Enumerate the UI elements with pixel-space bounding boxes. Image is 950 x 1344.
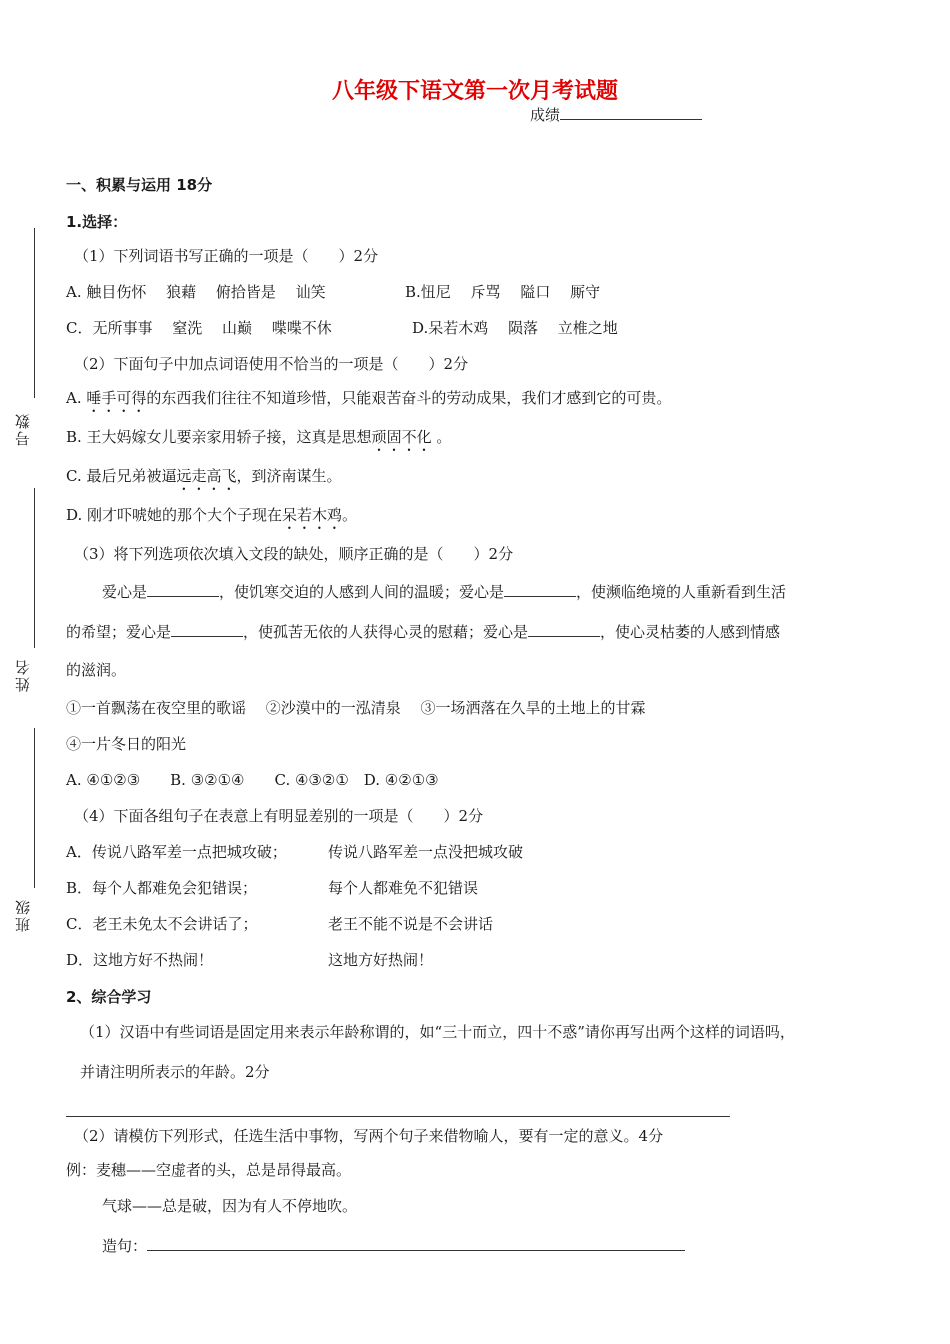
s2-example-1: 例：麦穗——空虚者的头，总是昂得最高。 [66, 1161, 352, 1179]
q1-1-option-c: C．无所事事 窒洗 山巅 喋喋不休 [66, 319, 332, 337]
fill-blank-2[interactable] [504, 580, 576, 597]
s2-q2-stem: （2）请模仿下列形式，任选生活中事物，写两个句子来借物喻人，要有一定的意义。4分 [74, 1127, 664, 1145]
q1-1-stem: （1）下列词语书写正确的一项是（ ）2分 [74, 247, 379, 265]
fill-blank-1[interactable] [147, 580, 219, 597]
passage-text: 的希望；爱心是 [66, 623, 172, 641]
q1-2-option-a [66, 388, 671, 416]
passage-text: ，使孤苦无依的人获得心灵的慰藉；爱心是 [243, 623, 529, 641]
option-b-post: 。 [431, 428, 452, 446]
binding-line-2 [34, 488, 35, 648]
score-label: 成绩 [530, 106, 561, 124]
q1-4-row-b-right: 每个人都难免不犯错误 [328, 879, 479, 897]
fill-blank-3[interactable] [171, 620, 243, 637]
s2-example-2: 气球——总是破，因为有人不停地吹。 [102, 1197, 358, 1215]
option-b-pre: B. 王大妈嫁女儿要亲家用轿子接，这真是思想 [66, 428, 372, 446]
passage-text: ，使濒临绝境的人重新看到生活 [576, 583, 787, 601]
q1-3-passage-line2 [66, 620, 780, 642]
q1-3-items-line1: ①一首飘荡在夜空里的歌谣 ②沙漠中的一泓清泉 ③一场洒落在久旱的土地上的甘霖 [66, 699, 646, 717]
q1-2-option-c [66, 466, 342, 494]
passage-text: ，使心灵枯萎的人感到情感 [600, 623, 781, 641]
fill-blank-4[interactable] [528, 620, 600, 637]
score-field[interactable] [530, 103, 702, 125]
side-label-number: 号数 [14, 412, 32, 446]
s2-q1-line1: （1）汉语中有些词语是固定用来表示年龄称谓的，如“三十而立，四十不惑”请你再写出两个这样的词语吗， [80, 1023, 795, 1041]
q1-4-stem: （4）下面各组句子在表意上有明显差别的一项是（ ）2分 [74, 807, 484, 825]
q1-3-stem: （3）将下列选项依次填入文段的缺处，顺序正确的是（ ）2分 [74, 545, 514, 563]
make-sentence-label: 造句： [102, 1237, 148, 1255]
q1-2-option-d [66, 505, 357, 533]
option-a-rest: 的东西我们往往不知道珍惜，只能艰苦奋斗的劳动成果，我们才感到它的可贵。 [146, 389, 672, 407]
binding-line-1 [34, 228, 35, 398]
option-d-post: 。 [342, 506, 358, 524]
option-c-pre: C. 最后兄弟被逼 [66, 467, 177, 485]
section1-heading: 一、积累与运用 18分 [66, 176, 213, 194]
q1-2-option-b [66, 427, 451, 455]
answer-line[interactable] [66, 1116, 730, 1117]
q1-1-option-b: B.忸尼 斥骂 隘口 厮守 [405, 283, 601, 301]
option-c-post: ，到济南谋生。 [236, 467, 342, 485]
q1-4-row-a-right: 传说八路军差一点没把城攻破 [328, 843, 524, 861]
option-d-pre: D. 刚才吓唬她的那个大个子现在 [66, 506, 283, 524]
q1-4-row-c-left: C．老王未免太不会讲话了； [66, 915, 258, 933]
page-title: 八年级下语文第一次月考试题 [331, 79, 618, 104]
q1-4-row-d-left: D．这地方好不热闹！ [66, 951, 214, 969]
q1-3-passage-line3: 的滋润。 [66, 661, 127, 679]
s2-make-sentence [102, 1234, 685, 1256]
dotted-word-d: 呆若木鸡 [282, 506, 343, 524]
q1-3-passage-line1 [102, 580, 786, 602]
dotted-word-a: 唾手可得 [86, 389, 147, 407]
q1-2-stem: （2）下面句子中加点词语使用不恰当的一项是（ ）2分 [74, 355, 469, 373]
q1-3-items-line2: ④一片冬日的阳光 [66, 735, 187, 753]
q1-4-row-c-right: 老王不能不说是不会讲话 [328, 915, 494, 933]
option-a-label: A. [66, 389, 87, 407]
q1-4-row-d-right: 这地方好热闹！ [328, 951, 434, 969]
make-sentence-blank[interactable] [147, 1234, 685, 1251]
dotted-word-b: 顽固不化 [371, 428, 432, 446]
dotted-word-c: 远走高飞 [176, 467, 237, 485]
binding-line-3 [34, 728, 35, 888]
q1-4-row-b-left: B．每个人都难免会犯错误； [66, 879, 258, 897]
side-label-class: 班级 [14, 898, 32, 932]
q1-3-options: A. ④①②③ B. ③②①④ C. ④③②① D. ④②①③ [66, 771, 439, 789]
q1-1-option-d: D.呆若木鸡 陨落 立椎之地 [412, 319, 618, 337]
q1-1-option-a: A. 触目伤怀 狼藉 俯拾皆是 讪笑 [66, 283, 326, 301]
score-blank[interactable] [560, 103, 702, 120]
q1-heading: 1.选择： [66, 213, 128, 231]
side-label-name: 姓名 [14, 658, 32, 692]
passage-text: 爱心是 [102, 583, 148, 601]
section2-heading: 2、综合学习 [66, 988, 152, 1006]
q1-4-row-a-left: A．传说八路军差一点把城攻破； [66, 843, 287, 861]
s2-q1-line2: 并请注明所表示的年龄。2分 [80, 1063, 270, 1081]
passage-text: ，使饥寒交迫的人感到人间的温暖；爱心是 [219, 583, 505, 601]
